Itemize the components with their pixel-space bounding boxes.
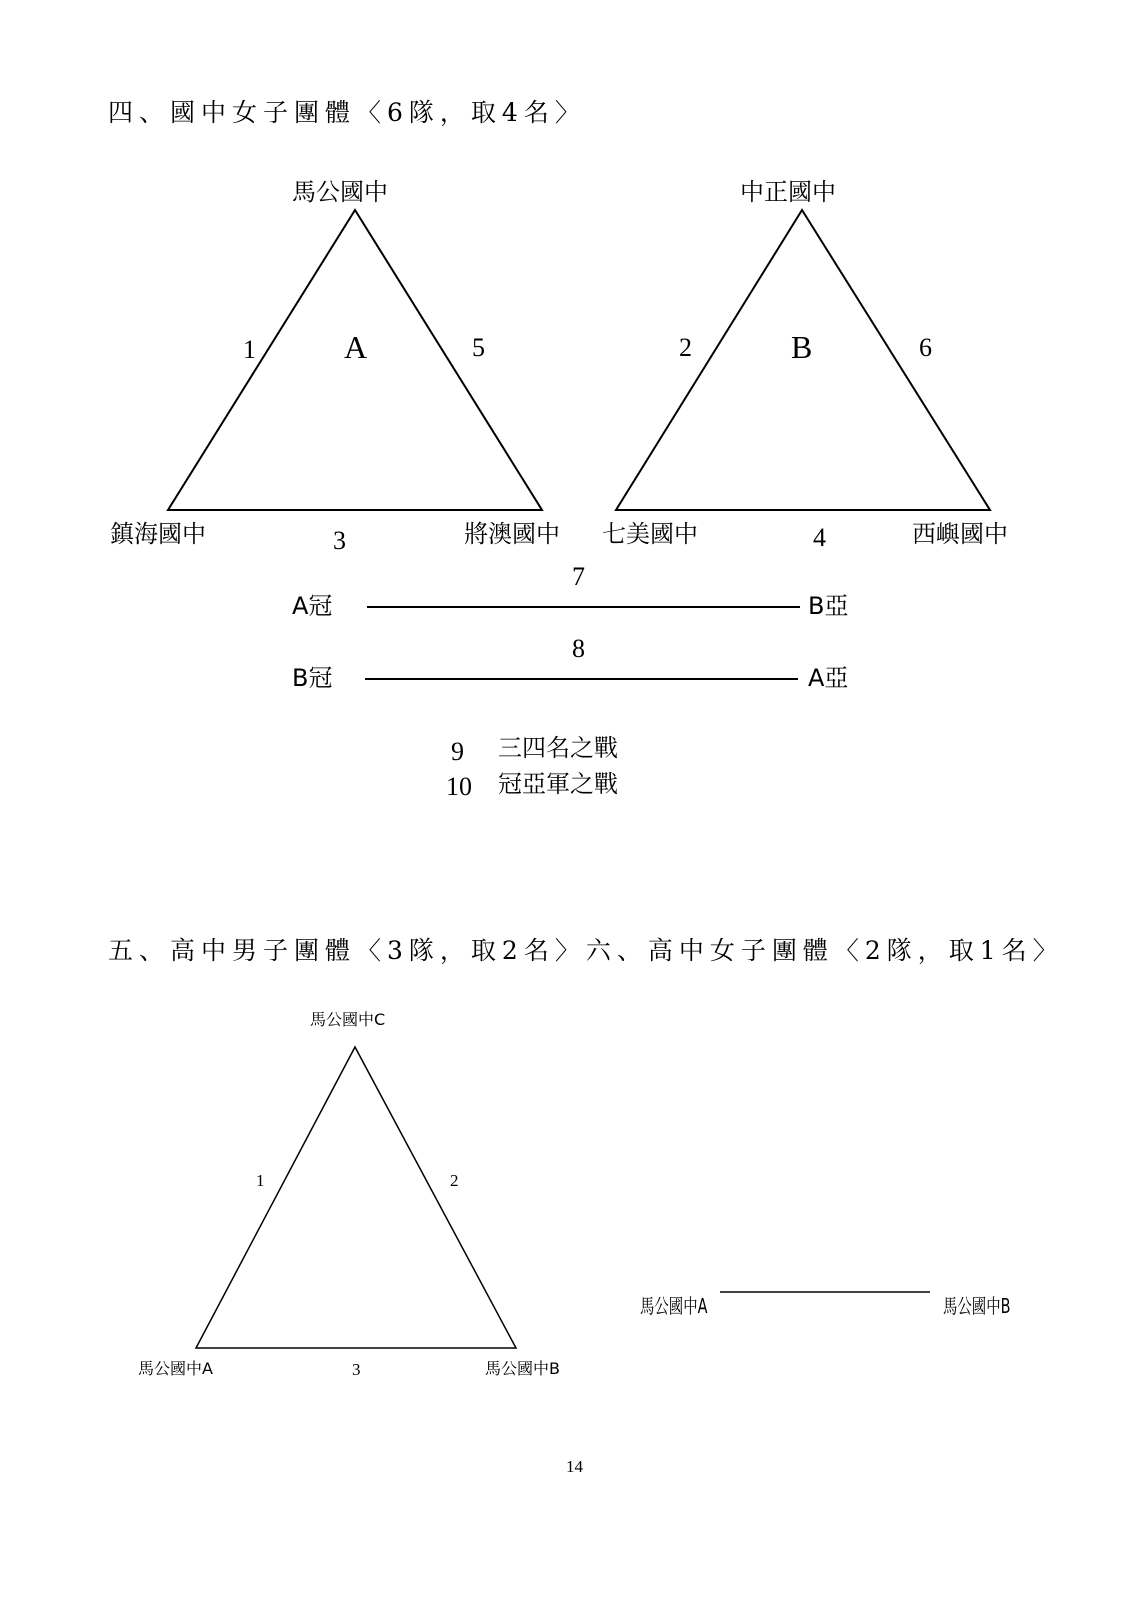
group-b-label: B — [791, 329, 813, 365]
group-a-top-team: 馬公國中 — [292, 178, 388, 206]
match-9-label: 三四名之戰 — [498, 734, 618, 762]
match-7-right: B亞 — [808, 592, 849, 620]
group-a-label: A — [344, 329, 368, 365]
group-b-top-team: 中正國中 — [740, 178, 836, 206]
group-a-match-left: 1 — [243, 335, 256, 364]
hs-top-team: 馬公國中C — [310, 1010, 386, 1029]
girls-final-right-team: 馬公國中B — [943, 1294, 1011, 1318]
section4-heading: 四、國中女子團體〈6隊，取4名〉 — [108, 98, 586, 127]
hs-right-team: 馬公國中B — [485, 1359, 560, 1378]
group-b-left-team: 七美國中 — [602, 520, 698, 548]
match-8-number: 8 — [572, 634, 585, 663]
hs-match-bottom: 3 — [352, 1360, 361, 1379]
group-a-right-team: 將澳國中 — [464, 520, 560, 548]
hs-left-team: 馬公國中A — [138, 1359, 213, 1378]
match-8-left: B冠 — [292, 664, 333, 692]
group-a-match-bottom: 3 — [333, 526, 346, 555]
match-10-label: 冠亞軍之戰 — [498, 770, 618, 798]
section5-heading: 五、高中男子團體〈3隊，取2名〉六、高中女子團體〈2隊，取1名〉 — [108, 936, 1064, 965]
group-b-match-bottom: 4 — [813, 523, 826, 552]
hs-match-right: 2 — [450, 1171, 459, 1190]
group-a-match-right: 5 — [472, 333, 485, 362]
match-7-left: A冠 — [292, 592, 333, 620]
match-8-right: A亞 — [808, 664, 849, 692]
match-10-number: 10 — [446, 772, 472, 801]
page-number: 14 — [566, 1457, 583, 1476]
group-b-right-team: 西嶼國中 — [912, 520, 1008, 548]
hs-match-left: 1 — [256, 1171, 265, 1190]
high-school-triangle — [196, 1047, 516, 1348]
group-a-left-team: 鎮海國中 — [110, 520, 206, 548]
match-9-number: 9 — [451, 737, 464, 766]
match-7-number: 7 — [572, 562, 585, 591]
girls-final-left-team: 馬公國中A — [640, 1294, 708, 1318]
group-b-match-right: 6 — [919, 333, 932, 362]
group-b-match-left: 2 — [679, 333, 692, 362]
